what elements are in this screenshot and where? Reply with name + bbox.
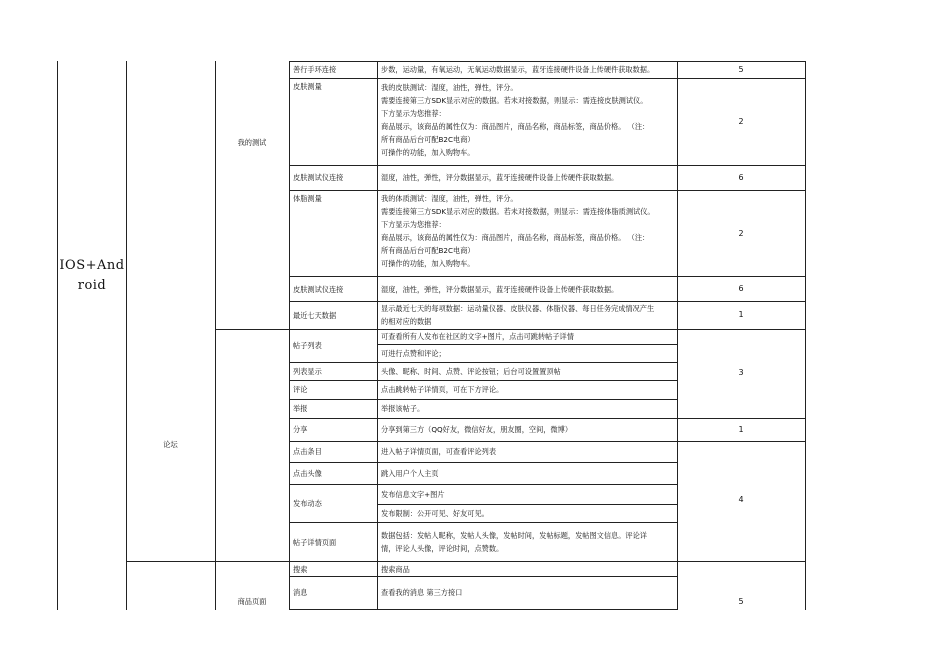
feature-desc: 商品展示，该商品的属性仅为：商品图片，商品名称，商品标签，商品价格。 （注：	[381, 233, 650, 242]
grid-line	[289, 276, 677, 277]
feature-desc: 下方显示为您推荐：	[381, 109, 446, 118]
feature-name: 帖子列表	[293, 341, 322, 350]
feature-desc: 数据包括：发帖人昵称，发帖人头像，发帖时间，发帖标题，发帖图文信息。评论详	[381, 531, 647, 540]
count-value: 2	[738, 229, 744, 238]
grid-line	[289, 165, 677, 166]
feature-desc: 步数，运动量，有氧运动，无氧运动数据显示，蓝牙连接硬件设备上传硬件获取数据。	[381, 65, 655, 74]
grid-line	[289, 380, 677, 381]
grid-line	[126, 561, 677, 562]
grid-line	[289, 190, 677, 191]
feature-name: 列表显示	[293, 367, 322, 376]
grid-line	[289, 301, 677, 302]
grid-line	[57, 61, 58, 610]
grid-line	[677, 276, 805, 277]
grid-line	[677, 418, 805, 419]
category-forum: 论坛	[163, 440, 178, 449]
feature-name: 分享	[293, 425, 308, 434]
grid-line	[126, 61, 127, 610]
count-value: 6	[738, 284, 744, 293]
grid-line	[289, 522, 677, 523]
feature-desc: 发布信息文字+图片	[381, 490, 445, 499]
grid-line	[215, 329, 677, 330]
feature-desc: 所有商品后台可配B2C电商）	[381, 246, 475, 255]
grid-line	[289, 78, 677, 79]
feature-desc: 我的体质测试：湿度，油性，弹性，评分。	[381, 194, 518, 203]
feature-name: 点击头像	[293, 469, 322, 478]
feature-desc: 我的皮肤测试：湿度，油性，弹性，评分。	[381, 83, 518, 92]
feature-name: 发布动态	[293, 499, 322, 508]
count-value: 4	[738, 495, 744, 504]
feature-desc: 可查看所有人发布在社区的文字+图片，点击可跳转帖子详情	[381, 332, 574, 341]
grid-line	[677, 165, 805, 166]
feature-desc: 举报该帖子。	[381, 404, 425, 413]
grid-line	[289, 418, 677, 419]
count-value: 6	[738, 173, 744, 182]
feature-desc: 湿度，油性，弹性，评分数据显示，蓝牙连接硬件设备上传硬件获取数据。	[381, 173, 619, 182]
feature-name: 善行手环连接	[293, 65, 337, 74]
feature-desc: 可操作的功能，加入购物车。	[381, 259, 475, 268]
feature-name: 皮肤测试仪连接	[293, 173, 344, 182]
grid-line	[289, 399, 677, 400]
feature-desc: 发布限制：公开可见、好友可见。	[381, 509, 489, 518]
feature-desc: 进入帖子详情页面，可查看评论列表	[381, 447, 497, 456]
grid-line	[377, 61, 378, 610]
feature-name: 帖子详情页面	[293, 538, 337, 547]
category-test: 我的测试	[237, 138, 267, 147]
feature-desc: 点击跳转帖子详情页，可在下方评论。	[381, 385, 504, 394]
grid-line	[805, 61, 806, 610]
platform-label	[58, 256, 126, 296]
feature-desc: 搜索商品	[381, 565, 410, 574]
grid-line	[289, 484, 677, 485]
feature-name: 体脂测量	[293, 194, 322, 203]
grid-line	[289, 609, 677, 610]
grid-line	[377, 344, 677, 345]
feature-name: 最近七天数据	[293, 311, 337, 320]
count-value: 5	[738, 597, 744, 606]
feature-desc: 头像、昵称、时间、点赞、评论按钮；后台可设置置顶帖	[381, 367, 561, 376]
count-value: 2	[738, 117, 744, 126]
count-value: 1	[738, 425, 744, 434]
grid-line	[677, 61, 805, 62]
grid-line	[289, 462, 677, 463]
feature-desc: 商品展示，该商品的属性仅为：商品图片，商品名称，商品标签，商品价格。 （注：	[381, 122, 650, 131]
count-value: 5	[738, 65, 744, 74]
feature-desc: 湿度，油性，弹性，评分数据显示，蓝牙连接硬件设备上传硬件获取数据。	[381, 285, 619, 294]
grid-line	[377, 504, 677, 505]
grid-line	[677, 441, 805, 442]
grid-line	[677, 78, 805, 79]
feature-desc: 所有商品后台可配B2C电商）	[381, 135, 475, 144]
feature-name: 举报	[293, 404, 308, 413]
grid-line	[677, 190, 805, 191]
feature-desc: 需要连接第三方SDK显示对应的数据。若未对接数据，则显示：需连接体脂质测试仪。	[381, 207, 655, 216]
feature-desc: 需要连接第三方SDK显示对应的数据。若未对接数据，则显示：需连接皮肤测试仪。	[381, 96, 648, 105]
platform-label-line: roid	[77, 278, 107, 293]
grid-line	[677, 61, 678, 610]
feature-desc: 可进行点赞和评论；	[381, 349, 446, 358]
feature-desc: 可操作的功能，加入购物车。	[381, 148, 475, 157]
feature-desc: 情，评论人头像，评论时间，点赞数。	[381, 544, 504, 553]
category-product: 商品页面	[237, 597, 267, 606]
grid-line	[289, 61, 290, 610]
count-value: 1	[738, 310, 744, 319]
count-value: 3	[738, 368, 744, 377]
grid-line	[289, 61, 677, 62]
feature-name: 皮肤测试仪连接	[293, 285, 344, 294]
feature-name: 点击条目	[293, 447, 322, 456]
feature-desc: 跳入用户个人主页	[381, 469, 439, 478]
platform-label-line: IOS+And	[59, 258, 125, 273]
feature-name: 皮肤测量	[293, 82, 322, 91]
feature-desc: 下方显示为您推荐：	[381, 220, 446, 229]
grid-line	[289, 362, 677, 363]
feature-name: 搜索	[293, 565, 308, 574]
feature-name: 评论	[293, 385, 308, 394]
feature-desc: 显示最近七天的每项数据：运动量仪器、皮肤仪器、体脂仪器、每日任务完成情况产生	[381, 304, 655, 313]
grid-line	[677, 329, 805, 330]
feature-desc: 查看我的消息 第三方接口	[381, 588, 463, 597]
grid-line	[289, 441, 677, 442]
grid-line	[677, 301, 805, 302]
feature-desc: 的相对应的数据	[381, 317, 432, 326]
feature-name: 消息	[293, 588, 308, 597]
grid-line	[677, 561, 805, 562]
grid-line	[289, 576, 677, 577]
feature-desc: 分享到第三方（QQ好友，微信好友，朋友圈，空间，微博）	[381, 425, 573, 434]
